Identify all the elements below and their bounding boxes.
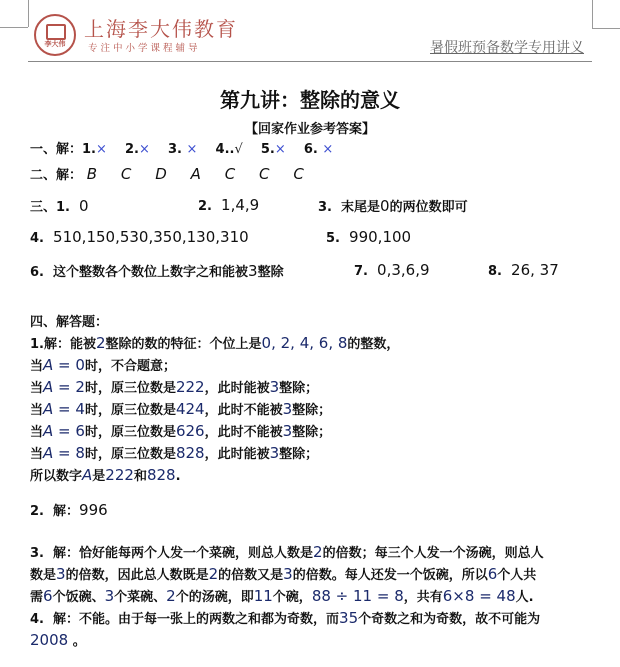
text-segment: 四、解答题： (30, 315, 109, 330)
cross-mark-icon: × (139, 142, 150, 157)
text-line (30, 228, 249, 246)
text-segment: 4.. (197, 142, 235, 157)
math-value: 2 (95, 334, 106, 352)
text-segment: 3. (149, 142, 187, 157)
text-segment: 当 (30, 425, 44, 440)
text-segment: 整除； (292, 425, 332, 440)
math-value: 2008 (30, 631, 69, 649)
math-value: 2 (166, 587, 176, 605)
text-segment: 数是 (30, 568, 57, 583)
cross-mark-icon: × (186, 142, 198, 157)
text-segment: 是 (92, 469, 106, 484)
text-line (30, 196, 89, 215)
text-line (30, 377, 318, 396)
text-segment: 8. (488, 264, 512, 279)
math-value: 626 (175, 422, 205, 440)
text-segment: 整除 (257, 265, 284, 280)
text-segment: 个碗， (272, 590, 312, 605)
math-value: 6 (43, 587, 53, 605)
text-segment: 整除； (279, 447, 319, 462)
text-line (30, 608, 540, 627)
page-subtitle: 【回家作业参考答案】 (244, 122, 375, 137)
text-segment: 的倍数又是 (218, 568, 284, 583)
math-value: 3 (282, 400, 293, 418)
text-segment: 3. 末尾是 (318, 200, 381, 215)
text-segment: 的两位数即可 (389, 200, 468, 215)
math-value: = 2 (53, 378, 85, 396)
text-line (354, 261, 430, 279)
math-value: 424 (175, 400, 205, 418)
math-value: 6×8 = 48 (442, 587, 516, 605)
text-segment: 5. (326, 231, 350, 246)
text-segment: ，此时能被 (204, 447, 270, 462)
text-segment: ，此时能被 (204, 381, 270, 396)
math-value: A (43, 444, 54, 462)
text-segment: 。 (68, 634, 86, 649)
math-value: A (43, 400, 54, 418)
math-value: 3 (283, 565, 293, 583)
math-value: 3 (282, 422, 293, 440)
math-value: 0,3,6,9 (377, 261, 430, 279)
brand-name: 上海李大伟教育 (84, 17, 238, 41)
text-segment: 二、解： (30, 168, 83, 183)
math-value: 6 (487, 565, 498, 583)
text-segment: 时，原三位数是 (84, 447, 176, 462)
text-line (198, 196, 259, 214)
text-line (30, 261, 284, 280)
text-segment: 当 (30, 381, 44, 396)
text-segment: 个奇数之和为奇数，故不可能为 (358, 612, 541, 627)
text-segment: 和 (133, 469, 147, 484)
text-segment: 1. (82, 142, 96, 157)
math-value: 0 (79, 197, 89, 215)
cross-mark-icon: × (274, 142, 286, 157)
logo-icon (34, 14, 76, 56)
math-value: 996 (79, 501, 108, 519)
math-value: 3 (269, 378, 280, 396)
text-segment: 当 (30, 403, 44, 418)
math-value: 3 (56, 565, 66, 583)
page-corner-mark (592, 28, 620, 29)
text-segment: 4. (30, 231, 54, 246)
math-value: 11 (253, 587, 273, 605)
text-segment: 当 (30, 359, 44, 374)
check-mark-icon: √ (234, 142, 243, 157)
text-segment: 个饭碗、 (52, 590, 105, 605)
page-corner-mark (28, 0, 29, 27)
text-line (30, 355, 176, 374)
text-segment: ，此时不能被 (204, 403, 283, 418)
math-value: 990,100 (349, 228, 412, 246)
text-line (30, 586, 534, 605)
cross-mark-icon: × (96, 142, 107, 157)
text-segment: . (175, 469, 181, 484)
math-value: 1,4,9 (221, 196, 260, 214)
math-value: B C D A C C C (82, 165, 304, 183)
text-line (30, 443, 318, 462)
text-segment: 2. 解： (30, 504, 80, 519)
math-value: 35 (339, 609, 359, 627)
page-title: 第九讲：整除的意义 (220, 88, 400, 112)
math-value: 828 (175, 444, 205, 462)
text-line (30, 564, 536, 583)
page-corner-mark (0, 27, 28, 28)
text-segment: 5. (242, 142, 275, 157)
text-segment: 时，不合题意； (84, 359, 176, 374)
math-value: A (43, 356, 54, 374)
math-value: 0, 2, 4, 6, 8 (261, 334, 348, 352)
logo-text: 李大伟 (44, 39, 66, 48)
text-segment: 的倍数，因此总人数既是 (65, 568, 209, 583)
brand-slogan: 专注中小学课程辅导 (88, 43, 201, 54)
text-line (30, 542, 544, 561)
text-segment: 需 (30, 590, 44, 605)
math-value: 3 (248, 262, 258, 280)
text-segment: 整除； (292, 403, 332, 418)
text-segment: 个菜碗、 (114, 590, 167, 605)
text-line (318, 196, 468, 215)
text-segment: 三、1. (30, 200, 80, 215)
math-value: A (82, 466, 93, 484)
text-line (30, 465, 181, 484)
math-value: A (43, 378, 54, 396)
text-line (30, 311, 108, 330)
text-line (30, 630, 86, 649)
text-segment: 的倍数；每三个人发一个汤碗，则总人 (322, 546, 544, 561)
text-segment: 时，原三位数是 (84, 425, 176, 440)
math-value: 510,150,530,350,130,310 (53, 228, 249, 246)
cross-mark-icon: × (322, 142, 334, 157)
text-segment: 个的汤碗，即 (175, 590, 254, 605)
text-line (326, 228, 411, 246)
math-value: 88 ÷ 11 = 8 (311, 587, 404, 605)
text-segment: 个人共 (497, 568, 537, 583)
text-segment: 的整数， (347, 337, 400, 352)
math-value: 2 (208, 565, 219, 583)
text-line (30, 333, 399, 352)
header-divider (28, 61, 592, 62)
text-segment: 人. (515, 590, 534, 605)
math-value: 26, 37 (511, 261, 559, 279)
math-value: 222 (175, 378, 205, 396)
text-segment: 2. (198, 199, 222, 214)
text-segment: 所以数字 (30, 469, 83, 484)
math-value: 0 (380, 197, 390, 215)
page-corner-mark (592, 0, 593, 28)
math-value: = 6 (53, 422, 85, 440)
math-value: A (43, 422, 54, 440)
math-value: 3 (104, 587, 115, 605)
text-segment: 4. 解：不能。由于每一张上的两数之和都为奇数，而 (30, 612, 340, 627)
text-segment: 的倍数。每人还发一个饭碗，所以 (292, 568, 488, 583)
math-value: = 0 (53, 356, 85, 374)
math-value: 2 (313, 543, 323, 561)
text-segment: 时，原三位数是 (84, 403, 176, 418)
text-segment: 当 (30, 447, 44, 462)
math-value: = 8 (53, 444, 85, 462)
text-segment: 一、解： (30, 142, 83, 157)
math-value: 222 (105, 466, 134, 484)
text-line (30, 138, 333, 157)
text-line (30, 421, 331, 440)
text-segment: 2. (106, 142, 139, 157)
header-doc-title: 暑假班预备数学专用讲义 (430, 40, 584, 56)
math-value: = 4 (53, 400, 85, 418)
text-segment: 整除； (279, 381, 319, 396)
text-line (30, 500, 108, 519)
text-segment: 整除的数的特征：个位上是 (105, 337, 262, 352)
text-segment: 3. 解：恰好能每两个人发一个菜碗，则总人数是 (30, 546, 314, 561)
text-segment: 7. (354, 264, 378, 279)
text-segment: 6. (285, 142, 323, 157)
text-line (488, 261, 559, 279)
text-line (30, 164, 304, 183)
text-line (30, 399, 331, 418)
math-value: 3 (269, 444, 280, 462)
text-segment: 6. 这个整数各个数位上数字之和能被 (30, 265, 249, 280)
math-value: 828 (146, 466, 176, 484)
text-segment: 时，原三位数是 (84, 381, 176, 396)
text-segment: ，此时不能被 (204, 425, 283, 440)
text-segment: ，共有 (403, 590, 443, 605)
text-segment: 1.解：能被 (30, 337, 96, 352)
